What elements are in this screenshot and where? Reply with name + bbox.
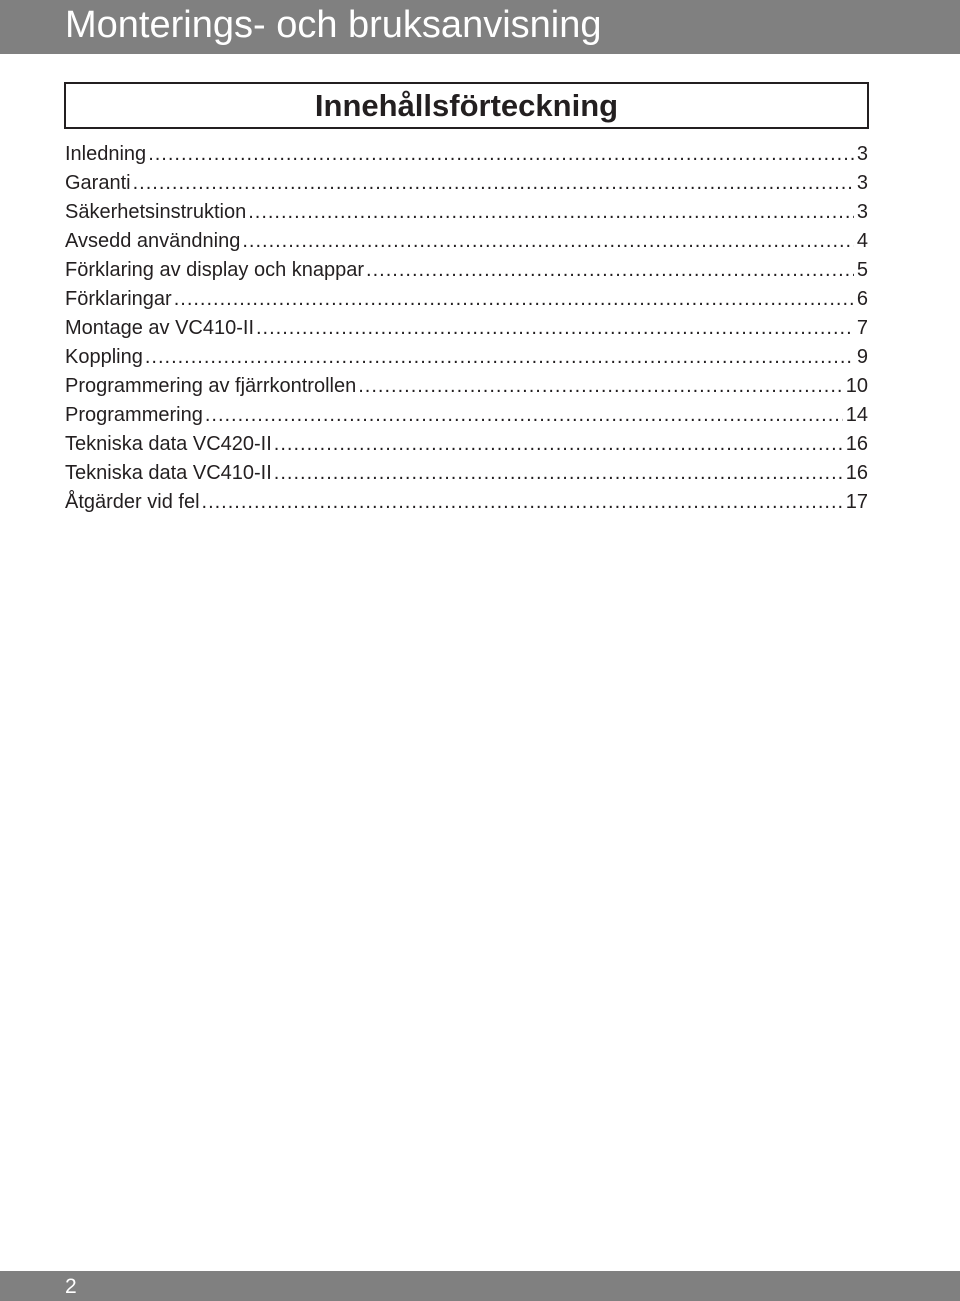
document-title: Monterings- och bruksanvisning — [65, 4, 602, 46]
toc-dot-leader — [366, 256, 854, 285]
toc-dot-leader — [174, 285, 854, 314]
toc-entry-title: Åtgärder vid fel — [65, 491, 200, 513]
toc-entry-atgarder-vid-fel[interactable] — [65, 488, 868, 517]
toc-dot-leader — [274, 459, 843, 488]
toc-entry-page: 17 — [845, 491, 868, 513]
toc-entry-forklaring-display[interactable] — [65, 256, 868, 285]
toc-dot-leader — [205, 401, 843, 430]
toc-entry-inledning[interactable] — [65, 140, 868, 169]
toc-entry-page: 14 — [845, 404, 868, 426]
toc-entry-title: Inledning — [65, 143, 147, 165]
toc-dot-leader — [358, 372, 843, 401]
toc-entry-title: Montage av VC410-II — [65, 317, 254, 339]
toc-entry-page: 5 — [856, 259, 868, 281]
toc-entry-title: Tekniska data VC420-II — [65, 433, 272, 455]
toc-entry-page: 3 — [856, 201, 868, 223]
toc-entry-sakerhetsinstruktion[interactable] — [65, 198, 868, 227]
toc-entry-programmering-fjarrkontroll[interactable] — [65, 372, 868, 401]
toc-entry-page: 16 — [845, 433, 868, 455]
toc-entry-tekniska-data-vc410[interactable] — [65, 459, 868, 488]
toc-entry-page: 9 — [856, 346, 868, 368]
toc-entry-page: 6 — [856, 288, 868, 310]
toc-heading: Innehållsförteckning — [314, 88, 619, 123]
toc-entry-page: 4 — [856, 230, 868, 252]
toc-entry-avsedd-anvandning[interactable] — [65, 227, 868, 256]
toc-dot-leader — [133, 169, 854, 198]
toc-entry-title: Förklaring av display och knappar — [65, 259, 365, 281]
toc-entry-title: Programmering — [65, 404, 203, 426]
toc-entry-montage[interactable] — [65, 314, 868, 343]
toc-entry-title: Koppling — [65, 346, 143, 368]
header-banner — [0, 0, 960, 54]
toc-list — [65, 140, 868, 517]
page-number: 2 — [65, 1275, 77, 1298]
toc-entry-page: 10 — [845, 375, 868, 397]
toc-entry-page: 3 — [856, 172, 868, 194]
toc-entry-title: Förklaringar — [65, 288, 172, 310]
toc-entry-title: Garanti — [65, 172, 131, 194]
toc-entry-page: 7 — [856, 317, 868, 339]
toc-entry-page: 3 — [856, 143, 868, 165]
toc-entry-koppling[interactable] — [65, 343, 868, 372]
toc-entry-forklaringar[interactable] — [65, 285, 868, 314]
toc-entry-garanti[interactable] — [65, 169, 868, 198]
toc-entry-tekniska-data-vc420[interactable] — [65, 430, 868, 459]
toc-entry-title: Avsedd användning — [65, 230, 241, 252]
toc-entry-page: 16 — [845, 462, 868, 484]
toc-dot-leader — [202, 488, 843, 517]
toc-entry-title: Programmering av fjärrkontrollen — [65, 375, 357, 397]
footer-banner — [0, 1271, 960, 1301]
toc-dot-leader — [274, 430, 843, 459]
toc-entry-title: Säkerhetsinstruktion — [65, 201, 247, 223]
toc-dot-leader — [242, 227, 854, 256]
toc-entry-title: Tekniska data VC410-II — [65, 462, 272, 484]
toc-dot-leader — [248, 198, 854, 227]
toc-dot-leader — [256, 314, 854, 343]
toc-dot-leader — [145, 343, 854, 372]
toc-heading-box — [64, 82, 869, 129]
toc-dot-leader — [148, 140, 854, 169]
toc-entry-programmering[interactable] — [65, 401, 868, 430]
